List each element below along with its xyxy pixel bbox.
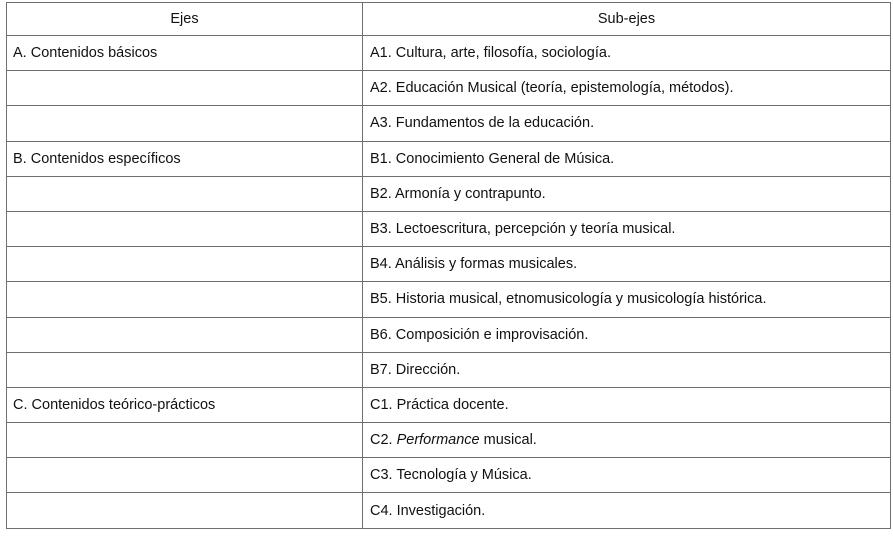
eje-cell xyxy=(7,458,363,493)
table-row xyxy=(7,352,891,387)
eje-cell xyxy=(7,176,363,211)
sub-eje-cell: B5. Historia musical, etnomusicología y musicología histórica. xyxy=(363,282,891,317)
axes-table xyxy=(6,2,891,529)
sub-eje-cell: C4. Investigación. xyxy=(363,493,891,528)
axes-table-container xyxy=(6,2,891,529)
sub-eje-suffix: musical. xyxy=(479,432,537,449)
sub-eje-cell: B2. Armonía y contrapunto. xyxy=(363,176,891,211)
sub-eje-cell: A1. Cultura, arte, filosofía, sociología. xyxy=(363,36,891,71)
eje-cell xyxy=(7,493,363,528)
eje-cell: C. Contenidos teórico-prácticos xyxy=(7,387,363,422)
table-row xyxy=(7,106,891,141)
table-header-row xyxy=(7,3,891,36)
sub-eje-cell: C1. Práctica docente. xyxy=(363,387,891,422)
table-row xyxy=(7,71,891,106)
sub-eje-cell: B6. Composición e improvisación. xyxy=(363,317,891,352)
table-row xyxy=(7,423,891,458)
eje-cell xyxy=(7,211,363,246)
eje-cell: B. Contenidos específicos xyxy=(7,141,363,176)
eje-cell xyxy=(7,106,363,141)
sub-eje-cell: B1. Conocimiento General de Música. xyxy=(363,141,891,176)
table-row xyxy=(7,387,891,422)
sub-eje-prefix: C2. xyxy=(370,432,397,449)
sub-eje-cell: B4. Análisis y formas musicales. xyxy=(363,247,891,282)
table-row xyxy=(7,176,891,211)
sub-eje-cell: B7. Dirección. xyxy=(363,352,891,387)
table-row xyxy=(7,493,891,528)
sub-eje-cell: A3. Fundamentos de la educación. xyxy=(363,106,891,141)
sub-eje-cell: C3. Tecnología y Música. xyxy=(363,458,891,493)
table-row xyxy=(7,36,891,71)
sub-eje-cell: A2. Educación Musical (teoría, epistemología, métodos). xyxy=(363,71,891,106)
eje-cell: A. Contenidos básicos xyxy=(7,36,363,71)
header-ejes: Ejes xyxy=(7,3,363,36)
table-row xyxy=(7,282,891,317)
eje-cell xyxy=(7,352,363,387)
sub-eje-cell xyxy=(363,423,891,458)
sub-eje-cell: B3. Lectoescritura, percepción y teoría musical. xyxy=(363,211,891,246)
eje-cell xyxy=(7,71,363,106)
table-row xyxy=(7,247,891,282)
eje-cell xyxy=(7,247,363,282)
table-row xyxy=(7,211,891,246)
eje-cell xyxy=(7,423,363,458)
table-row xyxy=(7,317,891,352)
table-row xyxy=(7,458,891,493)
table-row xyxy=(7,141,891,176)
sub-eje-italic-term: Performance xyxy=(396,432,480,449)
eje-cell xyxy=(7,317,363,352)
header-sub-ejes: Sub-ejes xyxy=(363,3,891,36)
eje-cell xyxy=(7,282,363,317)
